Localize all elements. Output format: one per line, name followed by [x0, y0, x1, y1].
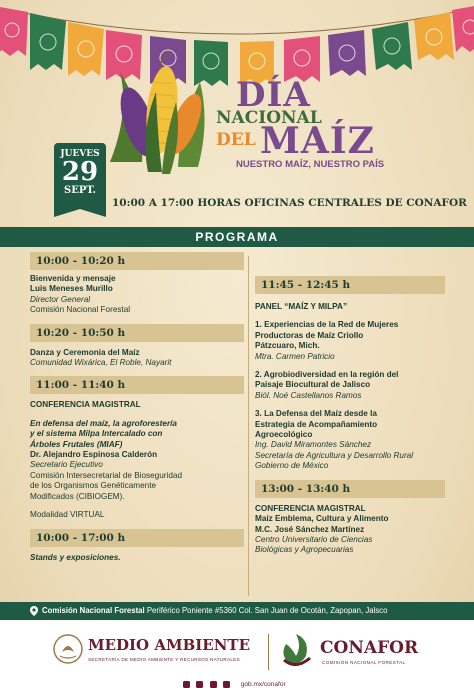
panel-item-line: Paisaje Biocultural de Jalisco: [255, 380, 371, 390]
corn-illustration: [100, 52, 220, 177]
panel-item-line: 2. Agrobiodiversidad en la región del: [255, 370, 399, 380]
address-name: Comisión Nacional Forestal: [42, 606, 145, 615]
gob-url-link[interactable]: gob.mx/conafor: [240, 681, 286, 688]
date-badge: [54, 143, 106, 209]
speaker-org: Biológicas y Agropecuarias: [255, 545, 354, 555]
mexico-seal-icon: [52, 632, 84, 666]
session-title: Bienvenida y mensaje: [30, 274, 116, 283]
time-slot-2: 10:20 - 10:50 h: [30, 324, 244, 342]
panel-speaker: Biól. Noé Castellanos Ramos: [255, 390, 362, 400]
date-day: JUEVES: [60, 149, 100, 159]
date-number: 29: [61, 157, 99, 187]
time-slot-5: 11:45 - 12:45 h: [255, 276, 445, 294]
panel-speaker-org: Secretaría de Agricultura y Desarrollo Rural: [255, 450, 414, 460]
banner-flag: [328, 30, 366, 76]
speaker-role: Secretario Ejecutivo: [30, 460, 103, 470]
facebook-icon[interactable]: [183, 681, 190, 688]
title-dia: DÍA: [236, 75, 311, 115]
address-bar: [0, 602, 474, 620]
panel-item-line: 1. Experiencias de la Red de Mujeres: [255, 320, 399, 330]
banner-flag: [0, 6, 28, 56]
time-slot-3: 11:00 - 11:40 h: [30, 376, 244, 394]
banner-flag: [68, 22, 104, 76]
talk-title: Maíz Emblema, Cultura y Alimento: [255, 514, 389, 524]
column-divider: [248, 256, 249, 596]
talk-title-line: Árboles Frutales (MIAF): [30, 439, 123, 449]
youtube-icon[interactable]: [210, 681, 217, 688]
conafor-subtitle: COMISIÓN NACIONAL FORESTAL: [322, 660, 406, 665]
speaker-name: M.C. José Sánchez Martínez: [255, 524, 365, 534]
panel-speaker: Mtra. Carmen Patricio: [255, 351, 335, 361]
banner-flag: [30, 13, 66, 70]
session-title: Danza y Ceremonia del Maíz: [30, 347, 140, 357]
conafor-logo-text: CONAFOR: [320, 638, 419, 658]
panel-item-line: Estrategia de Acompañamiento: [255, 419, 378, 429]
title-nacional: NACIONAL: [216, 108, 322, 128]
session-modality: Modalidad VIRTUAL: [30, 510, 105, 520]
programa-heading: PROGRAMA: [0, 227, 474, 247]
session-heading: CONFERENCIA MAGISTRAL: [30, 400, 141, 410]
program-right-column: [255, 276, 445, 556]
speaker-org: Comisión Intersecretarial de Bioseguridad: [30, 470, 183, 480]
speaker-name: Dr. Alejandro Espinosa Calderón: [30, 450, 158, 460]
talk-title-line: y el sistema Milpa Intercalado con: [30, 429, 163, 439]
conafor-logo-icon: [276, 630, 316, 670]
speaker-role: Director General: [30, 294, 91, 304]
talk-title-line: En defensa del maíz, la agroforestería: [30, 418, 177, 428]
instagram-icon[interactable]: [223, 681, 230, 688]
banner-flag: [414, 12, 454, 60]
event-hours: 10:00 A 17:00 HORAS OFICINAS CENTRALES DE CONAFOR: [112, 197, 467, 209]
footer-separator: [268, 634, 269, 670]
time-slot-1: 10:00 - 10:20 h: [30, 252, 244, 270]
panel-speaker-org: Gobierno de México: [255, 461, 329, 471]
location-pin-icon: [30, 606, 38, 616]
time-slot-4: 10:00 - 17:00 h: [30, 529, 244, 547]
medio-ambiente-logo-text: MEDIO AMBIENTE: [88, 636, 251, 654]
footer: [0, 620, 474, 688]
panel-item-line: Productoras de Maíz Criollo: [255, 330, 364, 340]
twitter-icon[interactable]: [196, 681, 203, 688]
title-del: DEL: [216, 130, 256, 150]
session-title: Stands y exposiciones.: [30, 552, 121, 562]
event-subtitle: NUESTRO MAÍZ, NUESTRO PAÍS: [236, 159, 385, 170]
panel-speaker: Ing. David Miramontes Sánchez: [255, 440, 372, 450]
social-links: [183, 676, 286, 686]
panel-title: PANEL “MAÍZ Y MILPA”: [255, 302, 348, 311]
speaker-org: Modificados (CIBIOGEM).: [30, 491, 125, 501]
panel-item-line: Agroecológico: [255, 430, 313, 440]
date-month: SEPT.: [64, 185, 96, 196]
title-maiz: MAÍZ: [260, 120, 375, 162]
program-left-column: [30, 252, 244, 563]
speaker-name: Luis Meneses Murillo: [30, 284, 113, 294]
session-heading: CONFERENCIA MAGISTRAL: [255, 503, 366, 513]
speaker-org: Centro Universitario de Ciencias: [255, 534, 373, 544]
banner-flag: [372, 22, 412, 70]
speaker-org: de los Organismos Genéticamente: [30, 481, 157, 491]
time-slot-6: 13:00 - 13:40 h: [255, 480, 445, 498]
panel-item-line: Pátzcuaro, Mich.: [255, 341, 320, 351]
event-title: [212, 75, 392, 175]
medio-ambiente-subtitle: SECRETARÍA DE MEDIO AMBIENTE Y RECURSOS NATURALES: [88, 657, 240, 662]
session-detail: Comunidad Wixárica, El Roble, Nayarit: [30, 358, 172, 368]
speaker-org: Comisión Nacional Forestal: [30, 305, 131, 315]
address-street: Periférico Poniente #5360 Col. San Juan de Ocotán, Zapopan, Jalsco: [146, 606, 388, 615]
panel-item-line: 3. La Defensa del Maíz desde la: [255, 409, 377, 419]
